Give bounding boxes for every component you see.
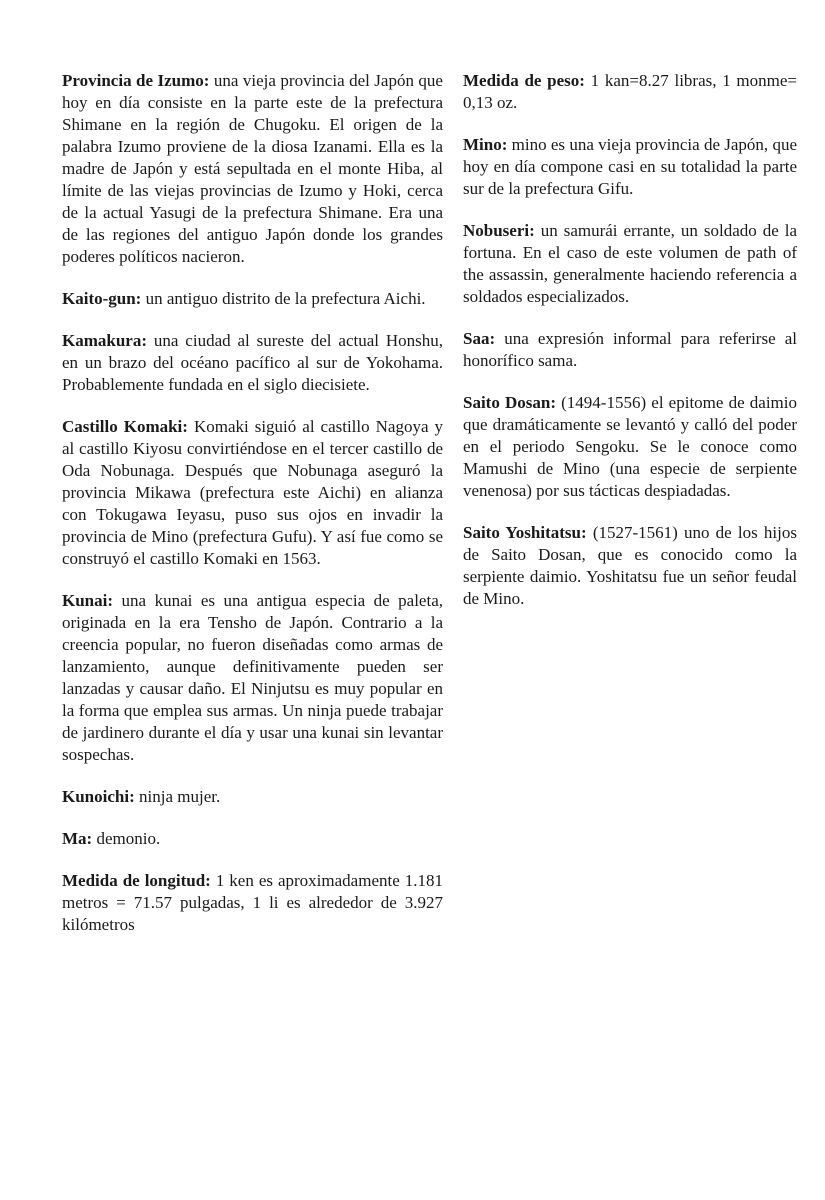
glossary-term: Ma: — [62, 829, 93, 848]
glossary-right-column — [463, 70, 797, 630]
glossary-entry — [62, 590, 443, 766]
glossary-definition: 1 kan=8.27 libras, 1 monme= 0,13 oz. — [463, 71, 798, 112]
glossary-definition: un samurái errante, un soldado de la fortuna. En el caso de este volumen de path of the assassin, generalmente haciendo referencia a soldados especializados. — [463, 221, 797, 306]
glossary-entry — [62, 786, 443, 808]
glossary-entry — [463, 70, 797, 114]
glossary-term: Saa: — [463, 329, 496, 348]
glossary-entry — [62, 870, 443, 936]
glossary-left-column — [62, 70, 443, 956]
glossary-definition: una ciudad al sureste del actual Honshu, en un brazo del océano pacífico al sur de Yokohama. Probablemente fundada en el siglo diecisiete. — [62, 331, 443, 394]
glossary-definition: (1494-1556) el epitome de daimio que dramáticamente se levantó y calló del poder en el periodo Sengoku. Se le conoce como Mamushi de Mino (una especie de serpiente venenosa) por sus tácticas despiadadas. — [463, 393, 797, 500]
glossary-term: Medida de longitud: — [62, 871, 211, 890]
glossary-entry — [62, 288, 443, 310]
glossary-entry — [463, 134, 797, 200]
glossary-definition: un antiguo distrito de la prefectura Aichi. — [141, 289, 426, 308]
glossary-definition: (1527-1561) uno de los hijos de Saito Dosan, que es conocido como la serpiente daimio. Yoshitatsu fue un señor feudal de Mino. — [463, 523, 797, 608]
glossary-entry — [62, 330, 443, 396]
glossary-definition: una expresión informal para referirse al honorífico sama. — [463, 329, 797, 370]
glossary-entry — [62, 828, 443, 850]
glossary-entry — [463, 522, 797, 610]
glossary-definition: demonio. — [92, 829, 161, 848]
glossary-definition: ninja mujer. — [134, 787, 221, 806]
glossary-term: Kamakura: — [62, 331, 147, 350]
glossary-term: Castillo Komaki: — [62, 417, 188, 436]
glossary-term: Saito Dosan: — [463, 393, 556, 412]
glossary-term: Provincia de Izumo: — [62, 71, 210, 90]
glossary-entry — [463, 220, 797, 308]
glossary-term: Saito Yoshitatsu: — [463, 523, 587, 542]
glossary-definition: Komaki siguió al castillo Nagoya y al castillo Kiyosu convirtiéndose en el tercer castillo de Oda Nobunaga. Después que Nobunaga aseguró la provincia Mikawa (prefectura este Aichi) en alianza con Tokugawa Ieyasu, puso sus ojos en invadir la provincia de Mino (prefectura Gufu). Y así fue como se construyó el castillo Komaki en 1563. — [62, 417, 443, 568]
glossary-entry — [62, 416, 443, 570]
glossary-definition: mino es una vieja provincia de Japón, que hoy en día compone casi en su totalidad la parte sur de la prefectura Gifu. — [463, 135, 797, 198]
glossary-term: Kunoichi: — [62, 787, 135, 806]
glossary-definition: una kunai es una antigua especia de paleta, originada en la era Tensho de Japón. Contrario a la creencia popular, no fueron diseñadas como armas de lanzamiento, aunque definitivamente pueden ser lanzadas y causar daño. El Ninjutsu es muy popular en la forma que emplea sus armas. Un ninja puede trabajar de jardinero durante el día y usar una kunai sin levantar sospechas. — [62, 591, 443, 764]
glossary-entry — [463, 392, 797, 502]
glossary-definition: 1 ken es aproximadamente 1.181 metros = 71.57 pulgadas, 1 li es alrededor de 3.927 kilómetros — [62, 871, 443, 934]
glossary-term: Kunai: — [62, 591, 114, 610]
glossary-entry — [62, 70, 443, 268]
glossary-term: Kaito-gun: — [62, 289, 142, 308]
glossary-term: Nobuseri: — [463, 221, 535, 240]
glossary-term: Medida de peso: — [463, 71, 585, 90]
glossary-entry — [463, 328, 797, 372]
glossary-term: Mino: — [463, 135, 508, 154]
glossary-definition: una vieja provincia del Japón que hoy en día consiste en la parte este de la prefectura Shimane en la región de Chugoku. El origen de la palabra Izumo proviene de la diosa Izanami. Ella es la madre de Japón y está sepultada en el monte Hiba, al límite de las viejas provincias de Izumo y Hoki, cerca de la actual Yasugi de la prefectura Shimane. Era una de las regiones del antiguo Japón donde los grandes poderes políticos nacieron. — [62, 71, 443, 266]
